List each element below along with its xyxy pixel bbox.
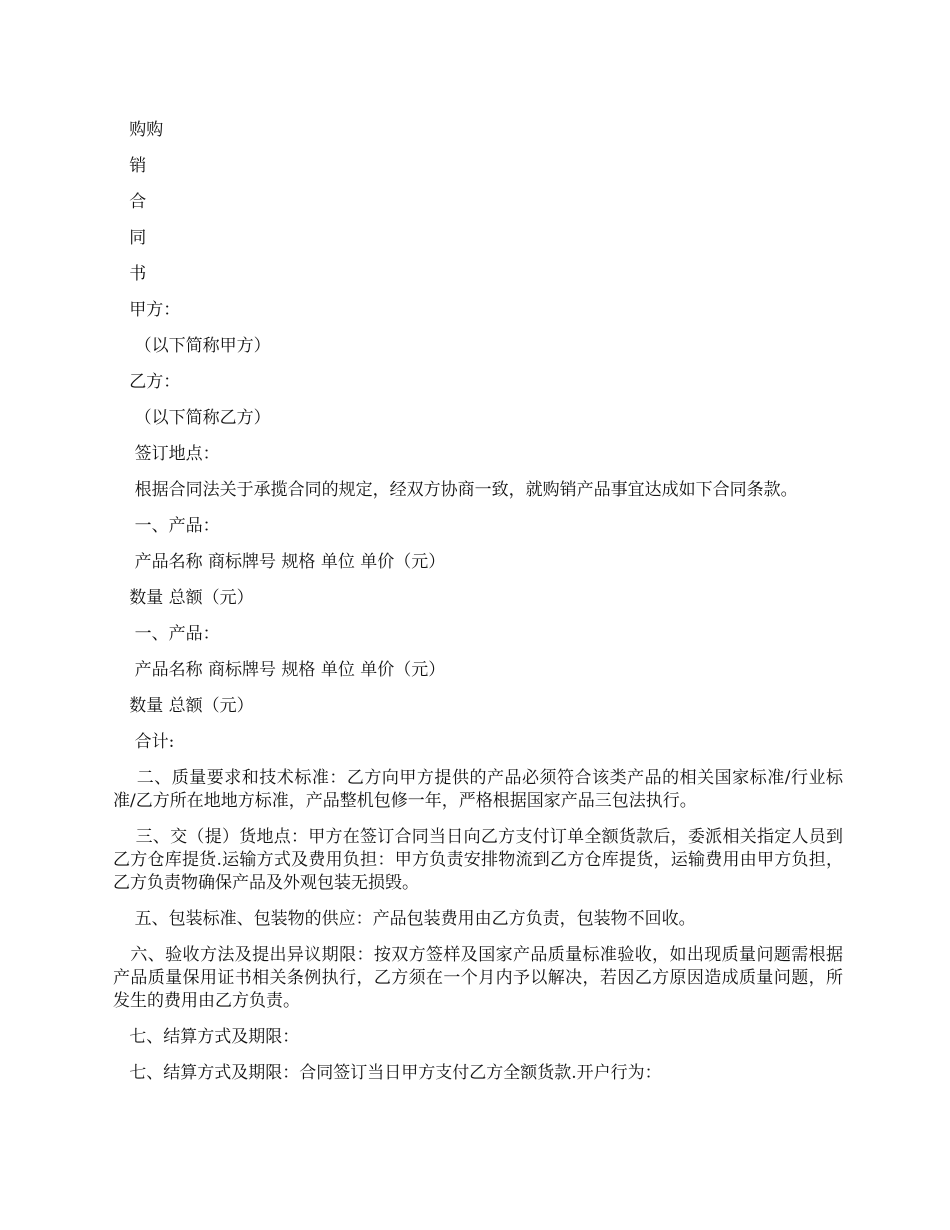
section-quality: 二、质量要求和技术标准：乙方向甲方提供的产品必须符合该类产品的相关国家标准/行业标准/乙方所在地地方标准，产品整机包修一年，严格根据国家产品三包法执行。 bbox=[113, 768, 843, 811]
title-char-4: 同 bbox=[113, 228, 147, 248]
section-settlement-heading: 七、结算方式及期限： bbox=[113, 1027, 300, 1047]
title-char-5: 书 bbox=[113, 264, 147, 284]
preamble-paragraph: 根据合同法关于承揽合同的规定，经双方协商一致，就购销产品事宜达成如下合同条款。 bbox=[113, 480, 798, 500]
section-settlement: 七、结算方式及期限：合同签订当日甲方支付乙方全额货款.开户行为： bbox=[113, 1063, 662, 1083]
title-char-2: 销 bbox=[113, 156, 147, 176]
product-columns: 产品名称 商标牌号 规格 单位 单价（元） bbox=[113, 552, 446, 572]
section-product-heading-repeat: 一、产品： bbox=[113, 624, 220, 644]
title-char-3: 合 bbox=[113, 192, 147, 212]
product-columns-cont: 数量 总额（元） bbox=[113, 588, 254, 608]
party-b-label: 乙方： bbox=[113, 372, 181, 392]
party-b-note: （以下简称乙方） bbox=[113, 408, 271, 428]
party-a-label: 甲方： bbox=[113, 300, 181, 320]
signing-location: 签订地点： bbox=[113, 444, 220, 464]
section-acceptance: 六、验收方法及提出异议期限：按双方签样及国家产品质量标准验收，如出现质量问题需根据产品质量保用证书相关条例执行，乙方须在一个月内予以解决，若因乙方原因造成质量问题，所发生的费用由乙方负责。 bbox=[113, 945, 843, 1011]
section-delivery: 三、交（提）货地点：甲方在签订合同当日向乙方支付订单全额货款后，委派相关指定人员到乙方仓库提货.运输方式及费用负担：甲方负责安排物流到乙方仓库提货，运输费用由甲方负担，乙方负责物确保产品及外观包装无损毁。 bbox=[113, 827, 843, 893]
product-columns-repeat: 产品名称 商标牌号 规格 单位 单价（元） bbox=[113, 660, 446, 680]
product-columns-cont-repeat: 数量 总额（元） bbox=[113, 696, 254, 716]
section-product-heading: 一、产品： bbox=[113, 516, 220, 536]
party-a-note: （以下简称甲方） bbox=[113, 336, 271, 356]
contract-document bbox=[113, 119, 843, 1098]
section-packaging: 五、包装标准、包装物的供应：产品包装费用由乙方负责，包装物不回收。 bbox=[113, 909, 696, 929]
total-label: 合计: bbox=[113, 732, 175, 752]
title-char-1: 购购 bbox=[113, 120, 164, 140]
